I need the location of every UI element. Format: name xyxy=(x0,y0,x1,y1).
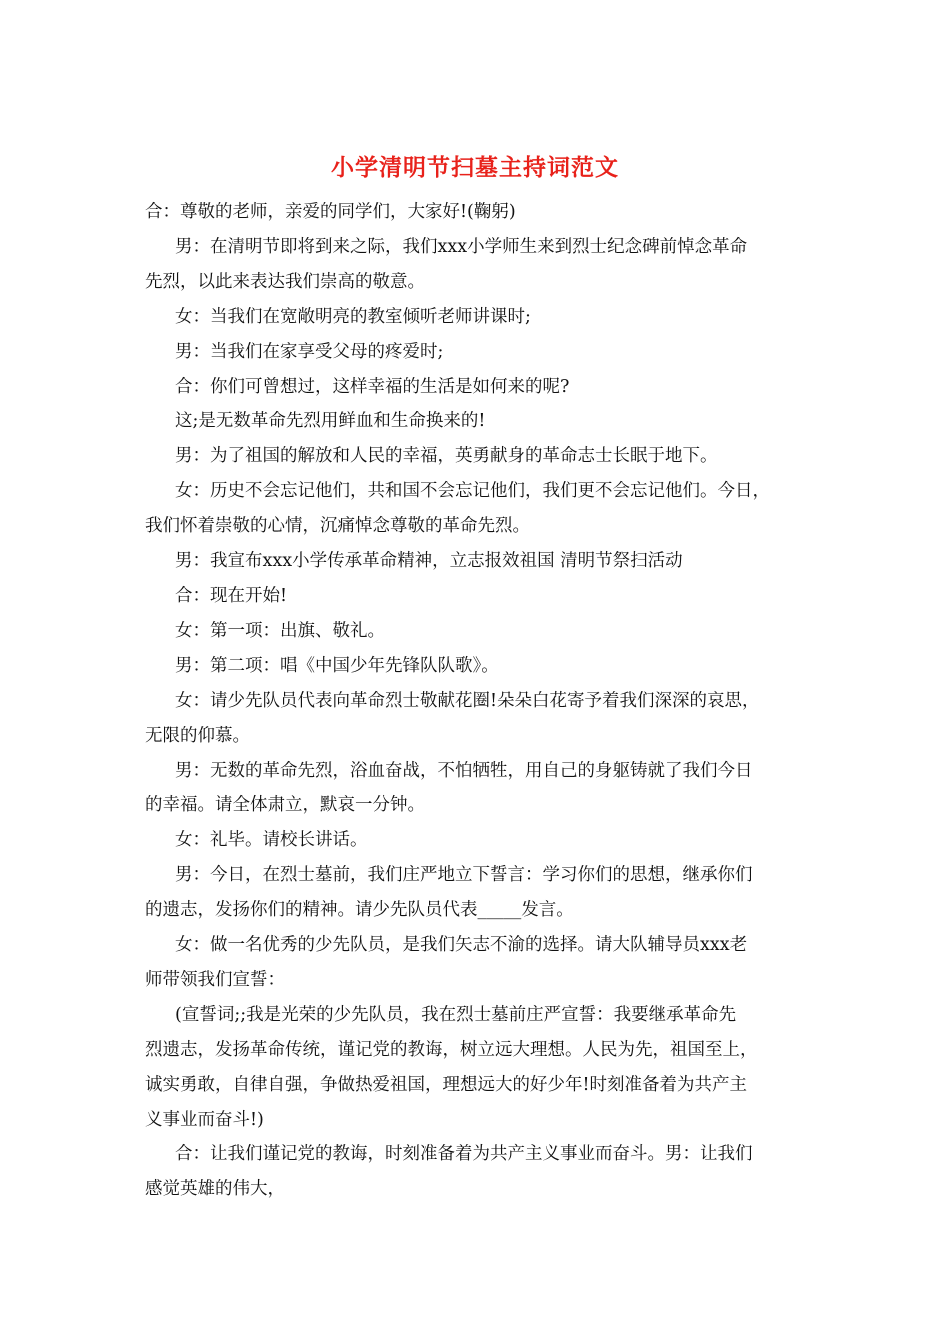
body-line: 男：为了祖国的解放和人民的幸福，英勇献身的革命志士长眠于地下。 xyxy=(175,446,718,467)
body-line: 女：礼毕。请校长讲话。 xyxy=(175,830,368,851)
body-line: 烈遗志，发扬革命传统，谨记党的教诲，树立远大理想。人民为先，祖国至上， xyxy=(145,1039,758,1060)
body-line: 女：第一项：出旗、敬礼。 xyxy=(175,620,385,641)
body-line: 无限的仰慕。 xyxy=(145,725,250,746)
body-line: 合：让我们谨记党的教诲，时刻准备着为共产主义事业而奋斗。男：让我们 xyxy=(175,1144,753,1165)
body-line: (宣誓词;;我是光荣的少先队员，我在烈士墓前庄严宣誓：我要继承革命先 xyxy=(175,1004,737,1025)
document-title: 小学清明节扫墓主持词范文 xyxy=(331,154,619,181)
body-line: 师带领我们宣誓： xyxy=(145,969,285,990)
document-body xyxy=(145,195,810,1207)
body-line: 的遗志，发扬你们的精神。请少先队员代表_____发言。 xyxy=(145,900,574,921)
body-line: 的幸福。请全体肃立，默哀一分钟。 xyxy=(145,795,425,816)
body-line: 合：你们可曾想过，这样幸福的生活是如何来的呢? xyxy=(175,376,570,397)
body-line: 男：今日，在烈士墓前，我们庄严地立下誓言：学习你们的思想，继承你们 xyxy=(175,865,753,886)
body-line: 男：我宣布xxx小学传承革命精神，立志报效祖国 清明节祭扫活动 xyxy=(175,551,683,572)
body-line: 义事业而奋斗!) xyxy=(145,1109,264,1130)
body-line: 合：尊敬的老师，亲爱的同学们，大家好!(鞠躬) xyxy=(145,202,516,222)
body-line: 男：第二项：唱《中国少年先锋队队歌》。 xyxy=(175,655,499,676)
body-line: 先烈，以此来表达我们崇高的敬意。 xyxy=(145,271,425,292)
body-line: 男：在清明节即将到来之际，我们xxx小学师生来到烈士纪念碑前悼念革命 xyxy=(175,236,748,257)
body-line: 合：现在开始! xyxy=(175,585,288,606)
body-line: 女：历史不会忘记他们，共和国不会忘记他们，我们更不会忘记他们。今日， xyxy=(175,481,770,502)
body-line: 女：请少先队员代表向革命烈士敬献花圈!朵朵白花寄予着我们深深的哀思， xyxy=(175,690,760,711)
body-line: 感觉英雄的伟大， xyxy=(145,1179,285,1200)
body-line: 女：做一名优秀的少先队员，是我们矢志不渝的选择。请大队辅导员xxx老 xyxy=(175,935,748,956)
body-line: 男：当我们在家享受父母的疼爱时; xyxy=(175,341,444,362)
body-line: 女：当我们在宽敞明亮的教室倾听老师讲课时; xyxy=(175,306,531,327)
body-line: 男：无数的革命先烈，浴血奋战，不怕牺牲，用自己的身躯铸就了我们今日 xyxy=(175,760,753,781)
body-line: 我们怀着崇敬的心情，沉痛悼念尊敬的革命先烈。 xyxy=(145,516,530,537)
body-line: 这;是无数革命先烈用鲜血和生命换来的! xyxy=(175,411,486,432)
body-line: 诚实勇敢，自律自强，争做热爱祖国，理想远大的好少年!时刻准备着为共产主 xyxy=(145,1074,748,1095)
